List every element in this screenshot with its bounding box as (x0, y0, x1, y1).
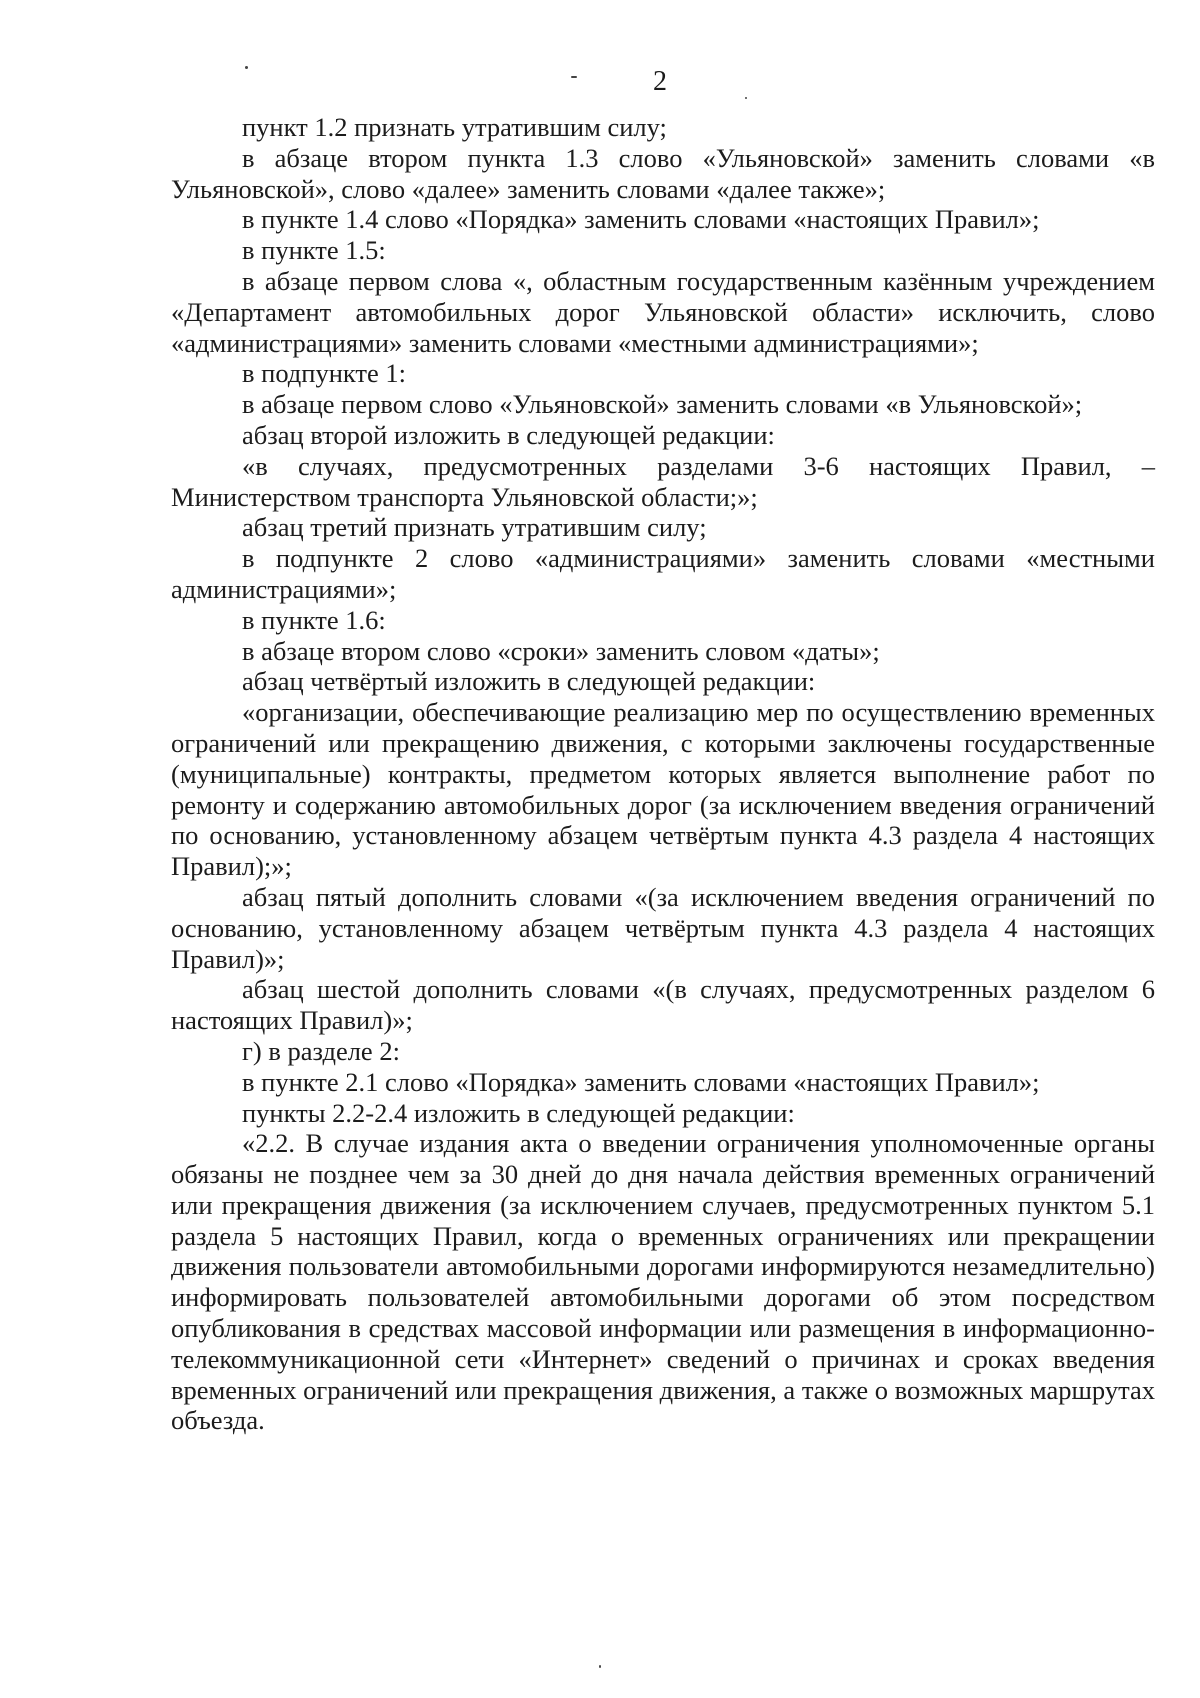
paragraph: в абзаце втором пункта 1.3 слово «Ульяновской» заменить словами «в Ульяновской», слово «далее» заменить словами «далее также»; (171, 142, 1155, 204)
paragraph: г) в разделе 2: (242, 1035, 400, 1066)
paragraph: пункты 2.2-2.4 изложить в следующей редакции: (242, 1097, 795, 1128)
paragraph: в абзаце первом слово «Ульяновской» заменить словами «в Ульяновской»; (242, 389, 1083, 420)
paragraph: в подпункте 2 слово «администрациями» заменить словами «местными администрациями»; (171, 543, 1155, 604)
paragraph: в пункте 1.5: (242, 235, 386, 266)
paragraph: абзац второй изложить в следующей редакции: (242, 419, 775, 450)
document-body (171, 112, 1155, 1436)
paragraph: абзац третий признать утратившим силу; (242, 512, 707, 543)
paragraph: абзац пятый дополнить словами «(за исключением введения ограничений по основанию, установленному абзацем четвёртым пункта 4.3 раздела 4 настоящих Правил)»; (171, 881, 1155, 974)
paragraph: в пункте 1.4 слово «Порядка» заменить словами «настоящих Правил»; (242, 204, 1040, 235)
paragraph: абзац четвёртый изложить в следующей редакции: (242, 666, 816, 697)
paragraph: «организации, обеспечивающие реализацию мер по осуществлению временных ограничений или прекращению движения, с которыми заключены государственные (муниципальные) контракты, предметом которых является выполнение работ по ремонту и содержанию автомобильных дорог (за исключением введения ограничений по основанию, установленному абзацем четвёртым пункта 4.3 раздела 4 настоящих Правил);»; (171, 697, 1155, 882)
paragraph: в пункте 1.6: (242, 604, 386, 635)
page-number: 2 (653, 66, 667, 97)
paragraph: абзац шестой дополнить словами «(в случаях, предусмотренных разделом 6 настоящих Правил)»; (171, 974, 1155, 1036)
paragraph: «в случаях, предусмотренных разделами 3-6 настоящих Правил, – Министерством транспорта Ульяновской области;»; (171, 450, 1155, 512)
paragraph: в абзаце втором слово «сроки» заменить словом «даты»; (242, 635, 880, 666)
paragraph: в абзаце первом слова «, областным государственным казённым учреждением «Департамент автомобильных дорог Ульяновской области» исключить, слово «администрациями» заменить словами «местными администрациями»; (171, 265, 1155, 358)
paragraph: в пункте 2.1 слово «Порядка» заменить словами «настоящих Правил»; (242, 1066, 1040, 1097)
paragraph: пункт 1.2 признать утратившим силу; (242, 112, 667, 142)
paragraph: «2.2. В случае издания акта о введении ограничения уполномоченные органы обязаны не позднее чем за 30 дней до дня начала действия временных ограничений или прекращения движения (за исключением случаев, предусмотренных пунктом 5.1 раздела 5 настоящих Правил, когда о временных ограничениях или прекращении движения пользователи автомобильными дорогами информируются незамедлительно) информировать пользователей автомобильными дорогами об этом посредством опубликования в средствах массовой информации или размещения в информационно-телекоммуникационной сети «Интернет» сведений о причинах и сроках введения временных ограничений или прекращения движения, а также о возможных маршрутах объезда. (171, 1128, 1155, 1436)
paragraph: в подпункте 1: (242, 358, 407, 389)
scan-speck (599, 1665, 601, 1668)
